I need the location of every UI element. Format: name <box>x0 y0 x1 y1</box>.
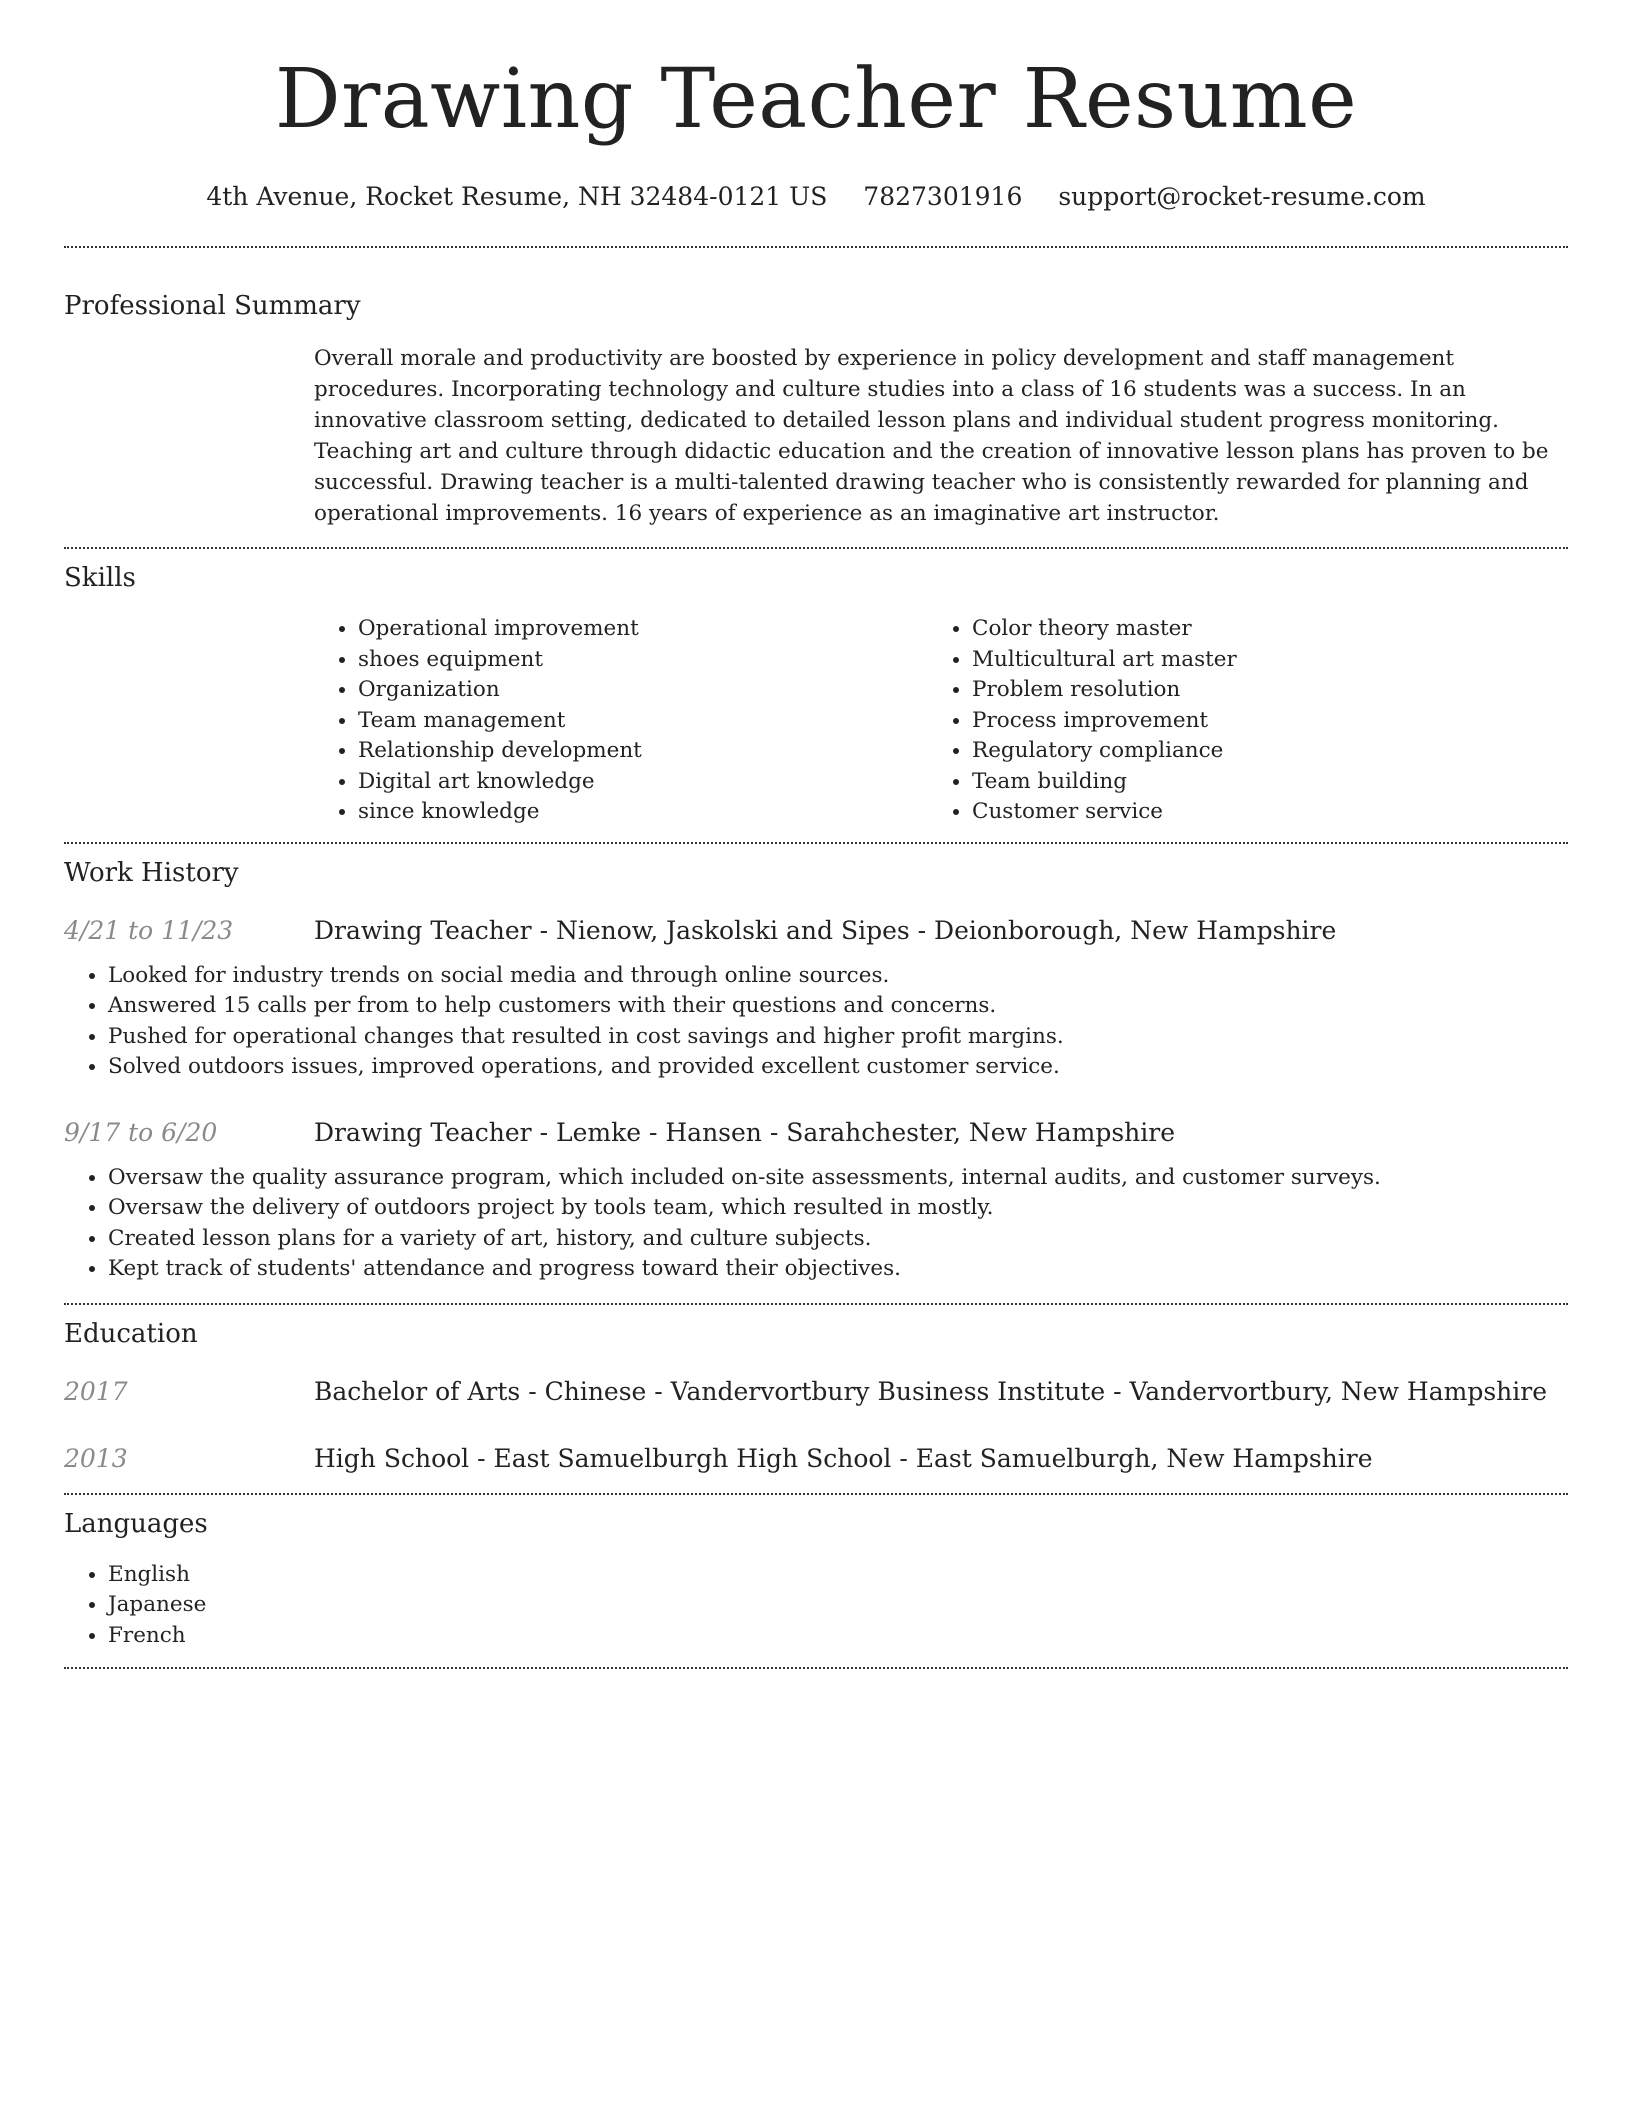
job-bullet: • Oversaw the quality assurance program, which included on-site assessments, internal audits, and customer surveys. <box>108 1163 1568 1194</box>
resume-title: Drawing Teacher Resume <box>274 52 1358 147</box>
skill-item: • Color theory master <box>972 614 1542 645</box>
skill-item: • Digital art knowledge <box>358 767 928 798</box>
contact-email: support@rocket-resume.com <box>1058 182 1426 211</box>
job-bullet: • Pushed for operational changes that resulted in cost savings and higher profit margins. <box>108 1022 1568 1053</box>
summary-text: Overall morale and productivity are boosted by experience in policy development and staff management procedures. Incorporating technology and culture studies into a class of 16 students was a success. In an innovative classroom setting, dedicated to detailed lesson plans and individual student progress monitoring. Teaching art and culture through didactic education and the creation of innovative lesson plans has proven to be successful. Drawing teacher is a multi-talented drawing teacher who is consistently rewarded for planning and operational improvements. 16 years of experience as an imaginative art instructor. <box>314 346 1549 526</box>
job-title: Drawing Teacher <box>314 1117 532 1147</box>
job-entry <box>64 1117 1568 1149</box>
job-bullet: • Solved outdoors issues, improved operations, and provided excellent customer service. <box>108 1052 1568 1083</box>
education-degree: High School <box>314 1443 470 1473</box>
job-bullet: • Oversaw the delivery of outdoors project by tools team, which resulted in mostly. <box>108 1193 1568 1224</box>
job-bullets <box>64 961 1568 1083</box>
summary-section <box>64 290 1568 529</box>
job-entry <box>64 915 1568 947</box>
education-entry <box>64 1443 1568 1475</box>
work-section <box>64 857 1568 1285</box>
education-school: - Vandervortbury Business Institute - Vandervortbury, New Hampshire <box>646 1376 1548 1406</box>
job-bullet: • Answered 15 calls per from to help customers with their questions and concerns. <box>108 991 1568 1022</box>
education-section <box>64 1318 1568 1475</box>
languages-list <box>64 1560 1568 1652</box>
skill-item: • Process improvement <box>972 706 1542 737</box>
skills-column-left <box>314 614 928 828</box>
contact-address: 4th Avenue, Rocket Resume, NH 32484-0121 US <box>206 182 828 211</box>
job-header <box>314 915 1336 947</box>
job-dates: 4/21 to 11/23 <box>64 915 234 945</box>
skill-item: • Team management <box>358 706 928 737</box>
language-item: • French <box>108 1621 1568 1652</box>
divider <box>64 1493 1568 1495</box>
education-header <box>314 1376 1547 1408</box>
languages-section <box>64 1508 1568 1652</box>
skills-heading: Skills <box>64 563 136 593</box>
skill-item: • Team building <box>972 767 1542 798</box>
skills-section <box>64 562 1568 828</box>
job-bullet: • Looked for industry trends on social media and through online sources. <box>108 961 1568 992</box>
skill-item: • shoes equipment <box>358 645 928 676</box>
contact-phone: 7827301916 <box>863 182 1023 211</box>
language-item: • Japanese <box>108 1590 1568 1621</box>
skills-column-right <box>928 614 1542 828</box>
job-employer: - Nienow, Jaskolski and Sipes - Deionborough, New Hampshire <box>531 915 1337 945</box>
skill-item: • Relationship development <box>358 736 928 767</box>
education-entry <box>64 1376 1568 1408</box>
job-bullets <box>64 1163 1568 1285</box>
contact-line <box>64 182 1568 212</box>
education-degree: Bachelor of Arts - Chinese <box>314 1376 647 1406</box>
divider <box>64 842 1568 844</box>
job-bullet: • Created lesson plans for a variety of art, history, and culture subjects. <box>108 1224 1568 1255</box>
education-year: 2013 <box>64 1443 128 1473</box>
job-employer: - Lemke - Hansen - Sarahchester, New Hampshire <box>531 1117 1175 1147</box>
work-heading: Work History <box>64 857 239 888</box>
skill-item: • Multicultural art master <box>972 645 1542 676</box>
job-header <box>314 1117 1175 1149</box>
divider <box>64 1303 1568 1305</box>
skill-item: • Organization <box>358 675 928 706</box>
education-heading: Education <box>64 1318 198 1349</box>
job-dates: 9/17 to 6/20 <box>64 1117 218 1147</box>
skill-item: • Regulatory compliance <box>972 736 1542 767</box>
divider <box>64 246 1568 248</box>
summary-heading: Professional Summary <box>64 291 361 321</box>
skill-item: • since knowledge <box>358 797 928 828</box>
languages-heading: Languages <box>64 1508 208 1539</box>
education-header <box>314 1443 1373 1475</box>
divider <box>64 1667 1568 1669</box>
skills-grid <box>314 614 1568 828</box>
skill-item: • Customer service <box>972 797 1542 828</box>
job-title: Drawing Teacher <box>314 915 532 945</box>
skill-item: • Problem resolution <box>972 675 1542 706</box>
skill-item: • Operational improvement <box>358 614 928 645</box>
divider <box>64 547 1568 549</box>
education-year: 2017 <box>64 1376 128 1406</box>
education-school: - East Samuelburgh High School - East Samuelburgh, New Hampshire <box>469 1443 1373 1473</box>
language-item: • English <box>108 1560 1568 1591</box>
job-bullet: • Kept track of students' attendance and progress toward their objectives. <box>108 1254 1568 1285</box>
